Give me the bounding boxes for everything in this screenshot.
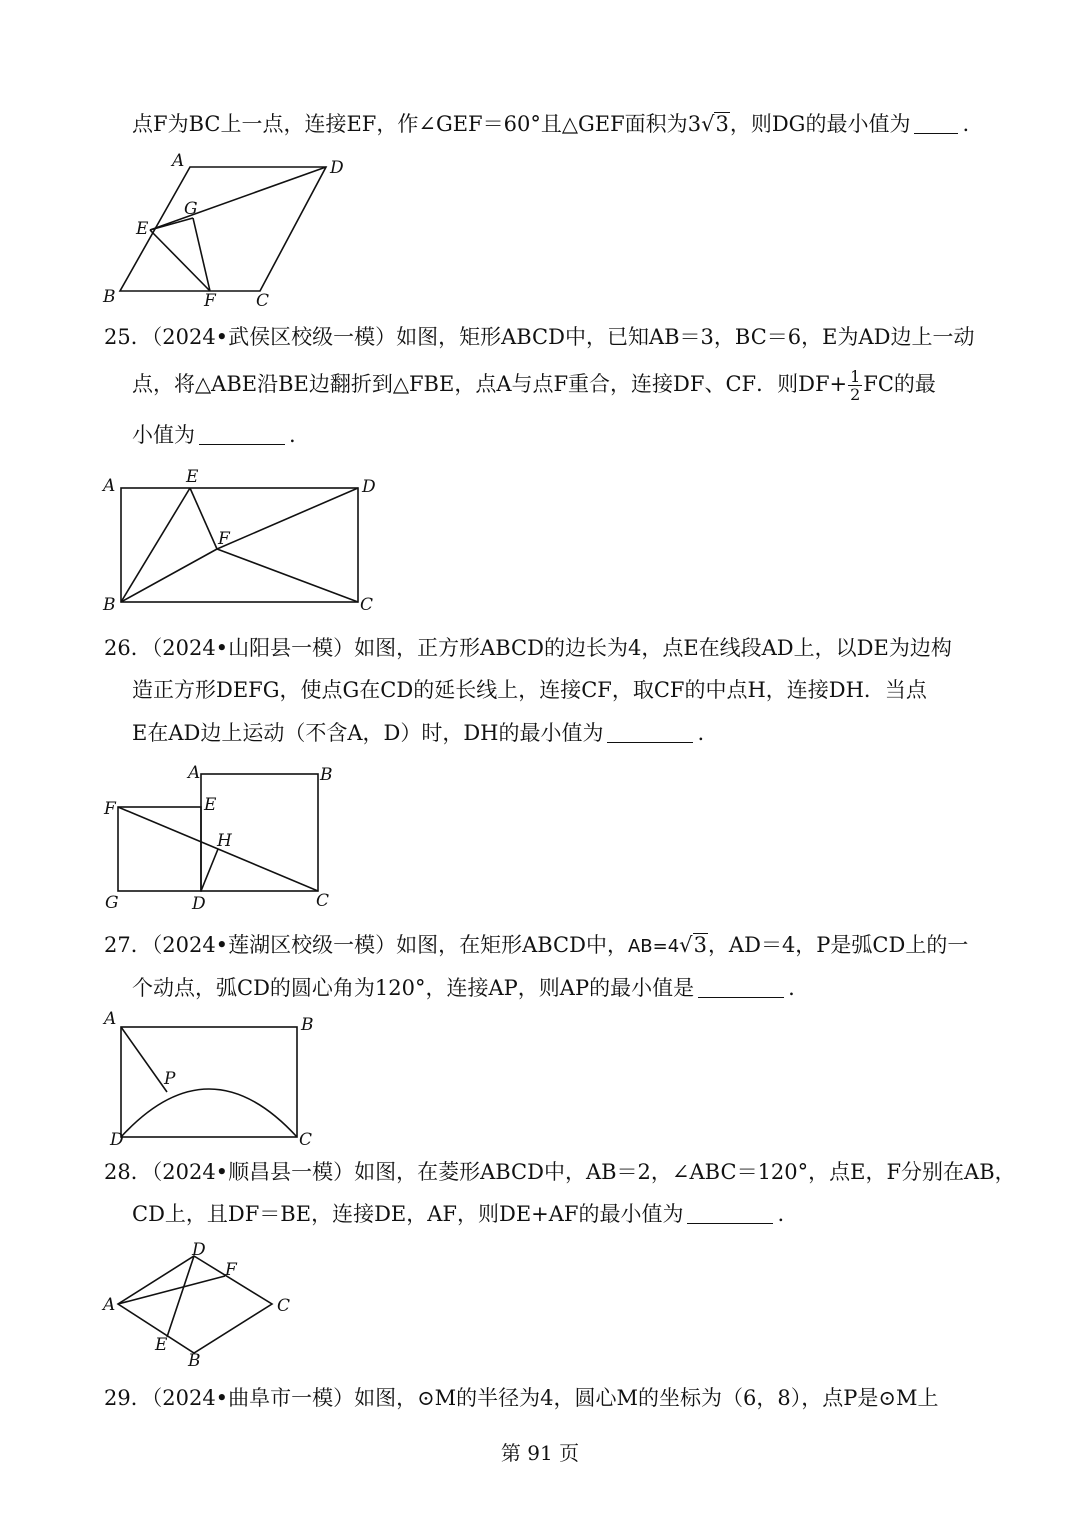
q27-number: 27． [104, 933, 152, 957]
sqrt-sign-icon: √ [679, 933, 693, 957]
label-A: A [103, 1295, 116, 1315]
label-C: C [360, 595, 374, 615]
q26-line1 [104, 633, 952, 663]
q28-rhombus [118, 1256, 272, 1353]
label-F: F [204, 291, 216, 311]
label-F: F [218, 529, 230, 549]
answer-blank [687, 1203, 773, 1224]
label-A: A [172, 151, 185, 171]
label-C: C [299, 1130, 313, 1150]
q28-number: 28． [104, 1160, 152, 1184]
q26-square-defg [118, 807, 201, 891]
label-B: B [103, 595, 116, 615]
label-A: A [103, 476, 116, 496]
label-E: E [204, 795, 217, 815]
q28-line1-text: （2024•顺昌县一模）如图，在菱形ABCD中，AB＝2，∠ABC＝120°，点E，F分别在AB， [151, 1160, 1016, 1184]
label-E: E [186, 467, 199, 487]
q26-number: 26． [104, 636, 152, 660]
q27-ab-radicand: 3 [693, 933, 707, 957]
q26-tail: . [697, 721, 705, 745]
q28-line1 [104, 1157, 1016, 1187]
label-C: C [256, 291, 270, 311]
q27-rectangle [121, 1027, 297, 1137]
q25-frac-den: 2 [850, 385, 861, 404]
q28-line2 [132, 1199, 784, 1229]
q24-sqrt-coef: 3 [687, 112, 702, 136]
q25-number: 25． [104, 325, 152, 349]
q26-line3-text: E在AD边上运动（不含A，D）时，DH的最小值为 [132, 721, 604, 745]
q25-line3-text: 小值为 [132, 423, 195, 447]
q25-frac-num: 1 [850, 367, 861, 386]
q28-tail: . [777, 1202, 785, 1226]
answer-blank [914, 113, 958, 134]
q29-number: 29． [104, 1386, 152, 1410]
page-number: 第 91 页 [500, 1441, 580, 1465]
q24-tail: . [962, 112, 970, 136]
answer-blank [607, 722, 693, 743]
q27-ab-value: AB=4 [627, 936, 680, 957]
label-D: D [330, 158, 344, 178]
q26-figure [100, 760, 350, 915]
q24-sqrt-radicand: 3 [715, 112, 729, 136]
q25-line3 [132, 420, 296, 450]
label-B: B [188, 1351, 201, 1371]
q27-line2-text: 个动点，弧CD的圆心角为120°，连接AP，则AP的最小值是 [132, 976, 695, 1000]
label-D: D [110, 1130, 124, 1150]
label-E: E [155, 1335, 168, 1355]
q27-line1 [104, 930, 968, 962]
label-B: B [320, 765, 333, 785]
label-E: E [136, 219, 149, 239]
q26-line1-text: （2024•山阳县一模）如图，正方形ABCD的边长为4，点E在线段AD上，以DE为边构 [151, 636, 952, 660]
q25-line1-text: （2024•武侯区校级一模）如图，矩形ABCD中，已知AB＝3，BC＝6，E为AD边上一动 [151, 325, 975, 349]
q29-line1-text: （2024•曲阜市一模）如图，⊙M的半径为4，圆心M的坐标为（6，8），点P是⊙M上 [151, 1386, 939, 1410]
q25-line1 [104, 322, 975, 352]
q28-line2-text: CD上，且DF＝BE，连接DE，AF，则DE+AF的最小值为 [132, 1202, 684, 1226]
q24-text-b: ，则DG的最小值为 [729, 112, 911, 136]
label-P: P [164, 1069, 176, 1089]
label-A: A [188, 763, 201, 783]
q27-tail: . [788, 976, 795, 1000]
q25-fraction [848, 368, 862, 403]
q26-line2 [132, 675, 927, 705]
label-B: B [103, 287, 116, 307]
label-F: F [104, 799, 116, 819]
q25-line2-b: FC的最 [863, 372, 936, 396]
label-H: H [217, 831, 232, 851]
label-B: B [301, 1015, 314, 1035]
label-G: G [184, 199, 198, 219]
label-A: A [104, 1009, 117, 1029]
q28-figure [100, 1240, 310, 1370]
label-D: D [192, 1240, 206, 1260]
q27-line1-a: （2024•莲湖区校级一模）如图，在矩形ABCD中， [151, 933, 628, 957]
q25-figure [100, 466, 390, 616]
q29-line1 [104, 1383, 938, 1413]
label-D: D [192, 894, 206, 914]
q26-line3 [132, 718, 704, 748]
answer-blank [199, 424, 285, 445]
q27-line1-b: ，AD＝4，P是弧CD上的一 [707, 933, 969, 957]
q25-line2-a: 点，将△ABE沿BE边翻折到△FBE，点A与点F重合，连接DF、CF．则DF+ [132, 372, 848, 396]
q25-tail: . [289, 423, 296, 447]
q24-text [132, 109, 969, 139]
q27-line2 [132, 973, 795, 1003]
q26-line2-text: 造正方形DEFG，使点G在CD的延长线上，连接CF，取CF的中点H，连接DH．当点 [132, 678, 927, 702]
label-C: C [277, 1296, 291, 1316]
label-F: F [225, 1260, 237, 1280]
answer-blank [698, 977, 784, 998]
label-C: C [316, 891, 330, 911]
sqrt-sign-icon: √ [701, 112, 715, 136]
q27-figure [100, 1010, 330, 1155]
q27-arc-cd [121, 1089, 297, 1137]
label-G: G [105, 893, 119, 913]
q24-figure [100, 148, 360, 313]
label-D: D [362, 477, 376, 497]
q24-text-a: 点F为BC上一点，连接EF，作∠GEF＝60°且△GEF面积为 [132, 112, 688, 136]
q25-line2 [132, 368, 936, 403]
q25-rectangle [121, 488, 358, 602]
